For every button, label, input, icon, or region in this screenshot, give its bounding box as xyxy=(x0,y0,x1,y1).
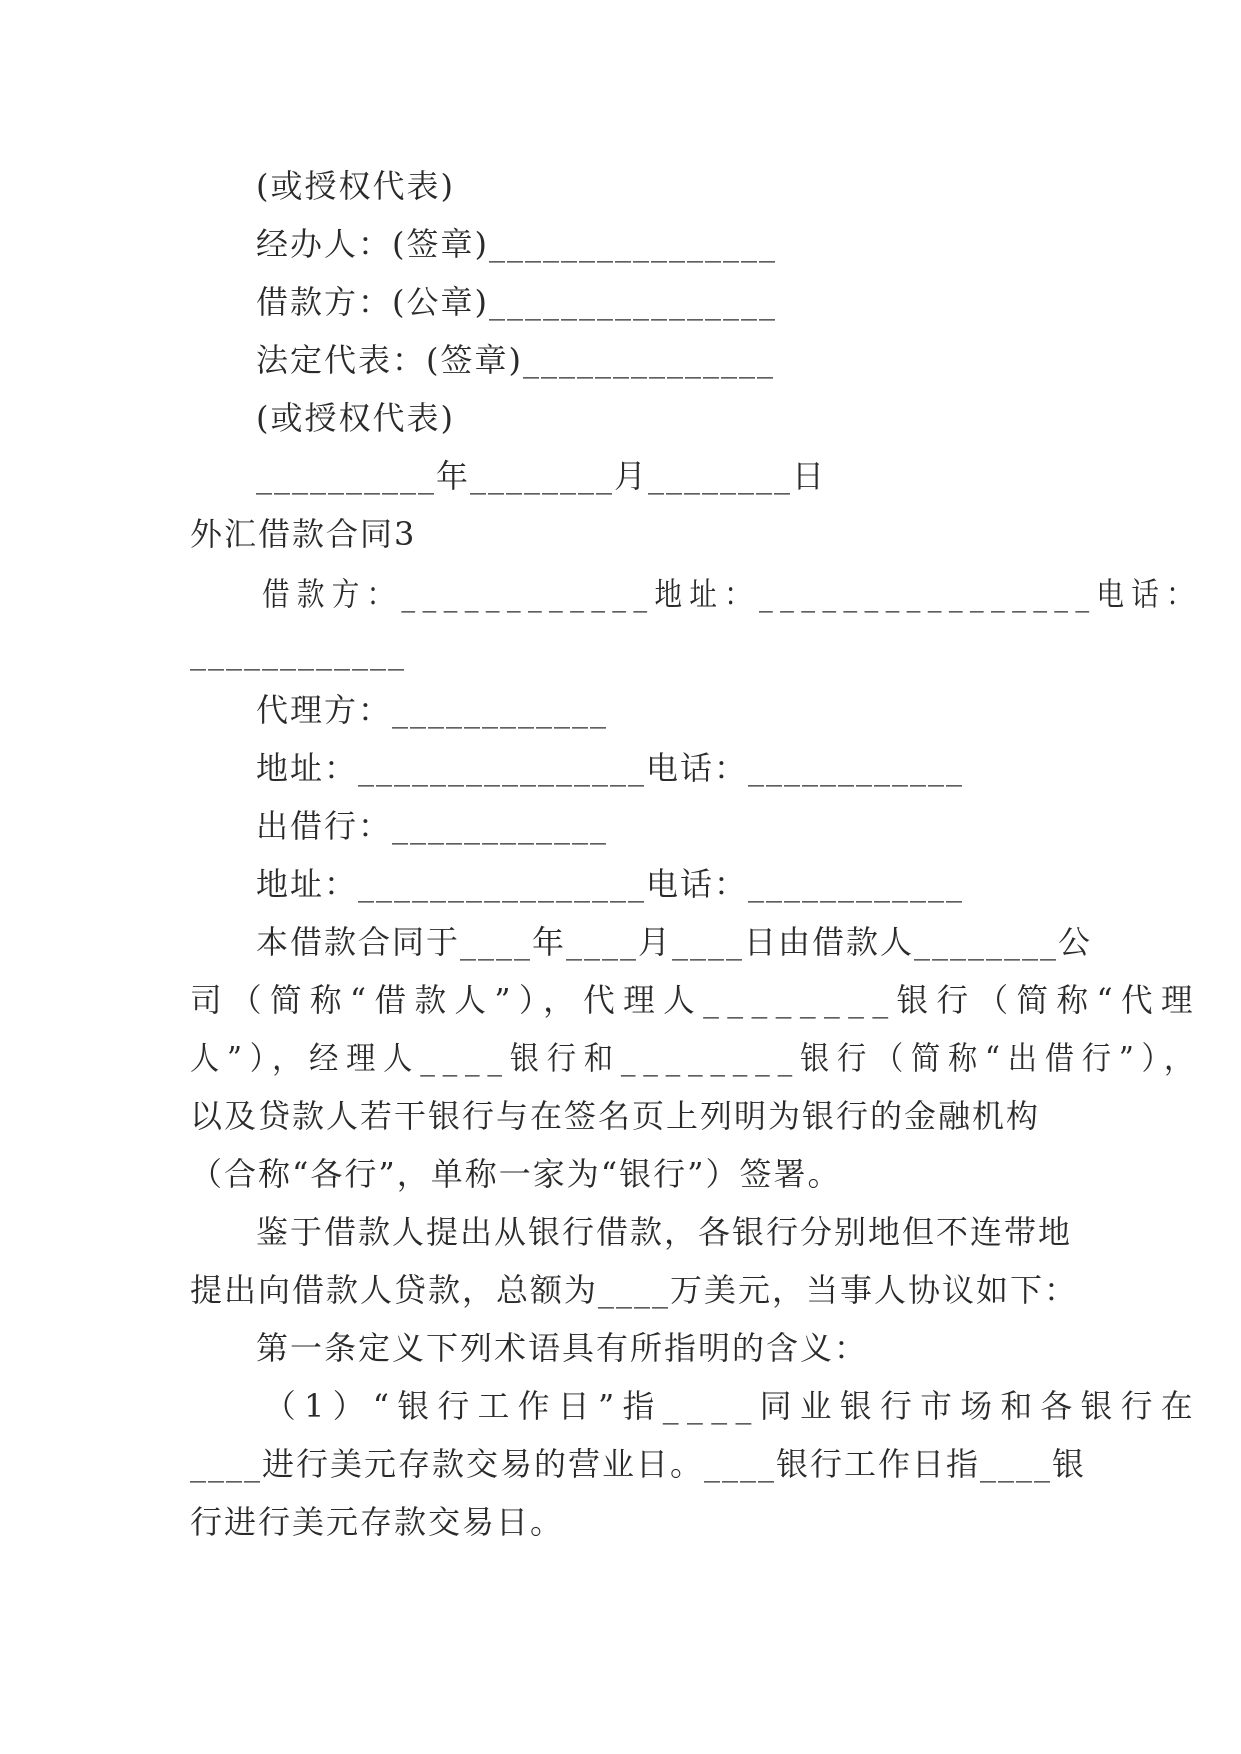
text-line: 以及贷款人若干银行与在签名页上列明为银行的金融机构 xyxy=(190,1097,1041,1135)
text-line: 借款方：(公章)________________ xyxy=(256,283,777,321)
text-line: 本借款合同于____年____月____日由借款人________公 xyxy=(256,923,1093,961)
text-line: 行进行美元存款交易日。 xyxy=(190,1503,565,1541)
text-line: 地址：________________电话：____________ xyxy=(256,865,965,903)
text-line: （1）“银行工作日”指____同业银行市场和各银行在 xyxy=(264,1387,1202,1425)
text-line: __________年________月________日 xyxy=(256,457,827,495)
text-line: ____进行美元存款交易的营业日。____银行工作日指____银 xyxy=(190,1445,1087,1483)
text-line: 出借行：____________ xyxy=(256,807,609,845)
text-line: (或授权代表) xyxy=(256,399,455,437)
text-line: 地址：________________电话：____________ xyxy=(256,749,965,787)
text-line: 经办人：(签章)________________ xyxy=(256,225,777,263)
text-line: 第一条定义下列术语具有所指明的含义： xyxy=(256,1329,869,1367)
text-line: 借款方：____________地址：________________电话： xyxy=(262,575,1202,613)
text-line: 司（简称“借款人”），代理人________银行（简称“代理 xyxy=(190,981,1201,1019)
text-line: (或授权代表) xyxy=(256,167,455,205)
text-line: ____________ xyxy=(190,633,406,671)
text-line: 代理方：____________ xyxy=(256,691,609,729)
text-line: 提出向借款人贷款，总额为____万美元，当事人协议如下： xyxy=(190,1271,1079,1309)
text-line: （合称“各行”，单称一家为“银行”）签署。 xyxy=(190,1155,842,1193)
text-line: 法定代表：(签章)______________ xyxy=(256,341,775,379)
section-heading: 外汇借款合同3 xyxy=(190,515,417,553)
text-line: 人”），经理人____银行和________银行（简称“出借行”）， xyxy=(190,1039,1201,1077)
text-line: 鉴于借款人提出从银行借款，各银行分别地但不连带地 xyxy=(256,1213,1073,1251)
